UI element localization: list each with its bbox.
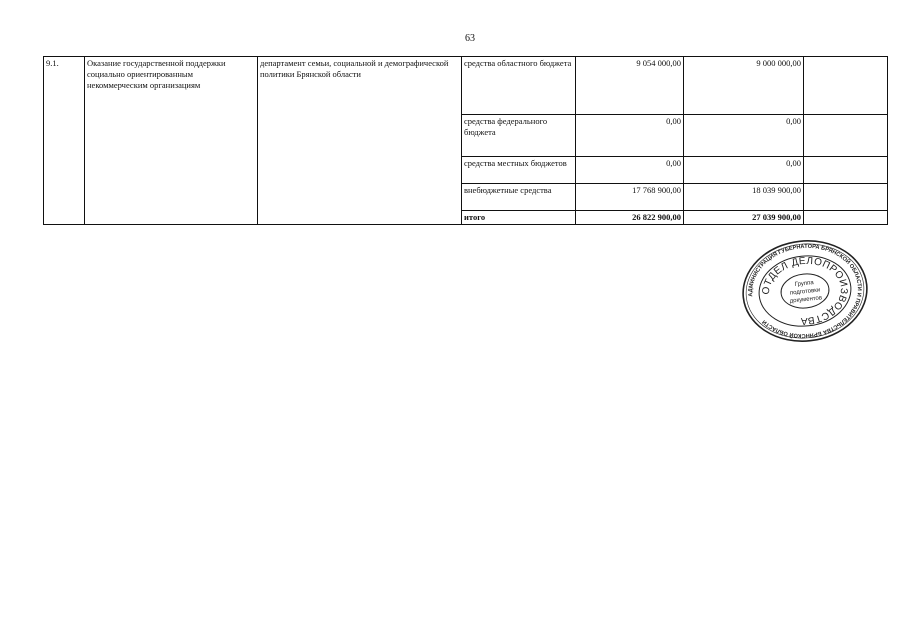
stamp-center-line: документов [789,295,823,305]
value-cell: 0,00 [684,115,804,157]
row-number-cell: 9.1. [44,57,85,225]
value-cell: 27 039 900,00 [684,211,804,225]
value-cell [804,184,888,211]
stamp-middle-text: ОТДЕЛ ДЕЛОПРОИЗВОДСТВА [760,255,850,327]
value-cell: 17 768 900,00 [576,184,684,211]
executor-cell: департамент семьи, социальной и демографической политики Брянской области [258,57,462,225]
table-row [44,57,888,115]
value-cell: 9 054 000,00 [576,57,684,115]
source-cell: средства областного бюджета [462,57,576,115]
measure-cell: Оказание государственной поддержки социально ориентированным некоммерческим организациям [85,57,258,225]
value-cell: 0,00 [576,115,684,157]
stamp-center-line: Группа [794,280,815,289]
value-cell [804,211,888,225]
source-cell: итого [462,211,576,225]
value-cell [804,57,888,115]
page-number: 63 [465,33,475,44]
source-cell: внебюджетные средства [462,184,576,211]
stamp-center-line: подготовки [789,287,821,297]
stamp-outer-text: АДМИНИСТРАЦИЯ ГУБЕРНАТОРА БРЯНСКОЙ ОБЛАСТИ И ПРАВИТЕЛЬСТВА БРЯНСКОЙ ОБЛАСТИ [748,243,862,339]
value-cell: 26 822 900,00 [576,211,684,225]
value-cell: 0,00 [684,157,804,184]
value-cell: 9 000 000,00 [684,57,804,115]
value-cell [804,115,888,157]
value-cell: 18 039 900,00 [684,184,804,211]
source-cell: средства местных бюджетов [462,157,576,184]
source-cell: средства федерального бюджета [462,115,576,157]
value-cell: 0,00 [576,157,684,184]
value-cell [804,157,888,184]
office-stamp [739,238,871,344]
budget-table [43,56,888,225]
